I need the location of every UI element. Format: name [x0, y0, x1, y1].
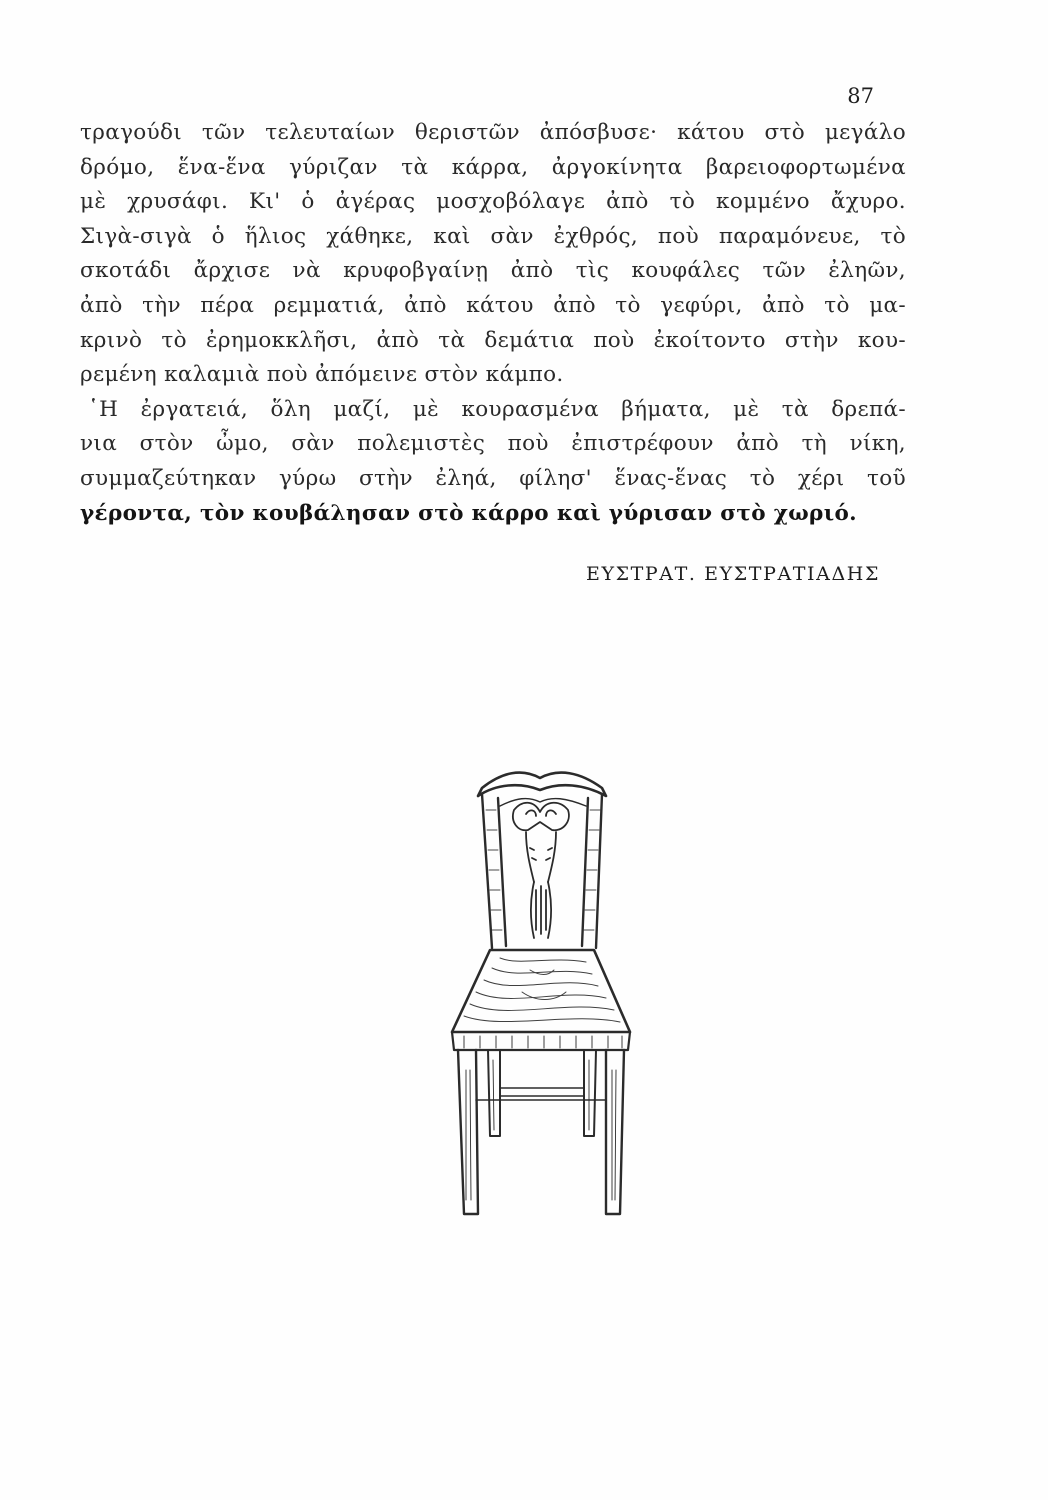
chair-apron	[452, 1032, 630, 1050]
chair-crest-rail	[478, 773, 606, 796]
chair-apron-hatching	[464, 1036, 622, 1048]
paragraph-1	[80, 116, 906, 393]
text-line: δρόμο, ἕνα-ἕνα γύριζαν τὰ κάρρα, ἀργοκίνητα βαρειοφορτωμένα	[80, 154, 906, 180]
chair-icon	[430, 770, 650, 1230]
text-line: κρινὸ τὸ ἐρημοκκλῆσι, ἀπὸ τὰ δεμάτια ποὺ ἐκοίτοντο στὴν κου-	[80, 327, 906, 353]
chair-front-leg-left	[458, 1050, 478, 1214]
text-line: τραγούδι τῶν τελευταίων θεριστῶν ἀπόσβυσε· κάτου στὸ μεγάλο	[80, 120, 906, 145]
text-line: γέροντα, τὸν κουβάλησαν στὸ κάρρο καὶ γύρισαν στὸ χωριό.	[80, 500, 857, 526]
text-line: ῾Η ἐργατειά, ὅλη μαζί, μὲ κουρασμένα βήματα, μὲ τὰ δρεπά-	[88, 396, 906, 422]
text-line: ἀπὸ τὴν πέρα ρεμματιά, ἀπὸ κάτου ἀπὸ τὸ γεφύρι, ἀπὸ τὸ μα-	[80, 292, 906, 318]
chair-splat	[513, 803, 569, 938]
chair-stretcher	[476, 1088, 606, 1100]
paragraph-2	[80, 393, 906, 531]
text-line: ρεμένη καλαμιὰ ποὺ ἀπόμεινε στὸν κάμπο.	[80, 362, 564, 388]
text-line: σκοτάδι ἄρχισε νὰ κρυφοβγαίνῃ ἀπὸ τὶς κουφάλες τῶν ἐληῶν,	[80, 258, 906, 284]
story-text	[80, 116, 906, 531]
text-line: μὲ χρυσάφι. Κι' ὁ ἀγέρας μοσχοβόλαγε ἀπὸ τὸ κομμένο ἄχυρο.	[80, 189, 906, 215]
chair-back-frame	[500, 799, 586, 806]
text-line: νια στὸν ὦμο, σὰν πολεμιστὲς ποὺ ἐπιστρέφουν ἀπὸ τὴ νίκη,	[80, 431, 906, 457]
page-number: 87	[847, 84, 874, 108]
chair-back-leg-right	[584, 1050, 596, 1136]
chair-back-post-left	[482, 794, 506, 948]
chair-drawing	[452, 773, 630, 1214]
author-signature: ΕΥΣΤΡΑΤ. ΕΥΣΤΡΑΤΙΑΔΗΣ	[585, 563, 880, 585]
text-line: Σιγὰ-σιγὰ ὁ ἥλιος χάθηκε, καὶ σὰν ἐχθρός, ποὺ παραμόνευε, τὸ	[80, 223, 906, 249]
text-line: συμμαζεύτηκαν γύρω στὴν ἐληά, φίλησ' ἕνας-ἕνας τὸ χέρι τοῦ	[80, 465, 906, 491]
chair-back-post-right	[582, 794, 602, 948]
chair-seat-grain	[464, 958, 620, 1022]
